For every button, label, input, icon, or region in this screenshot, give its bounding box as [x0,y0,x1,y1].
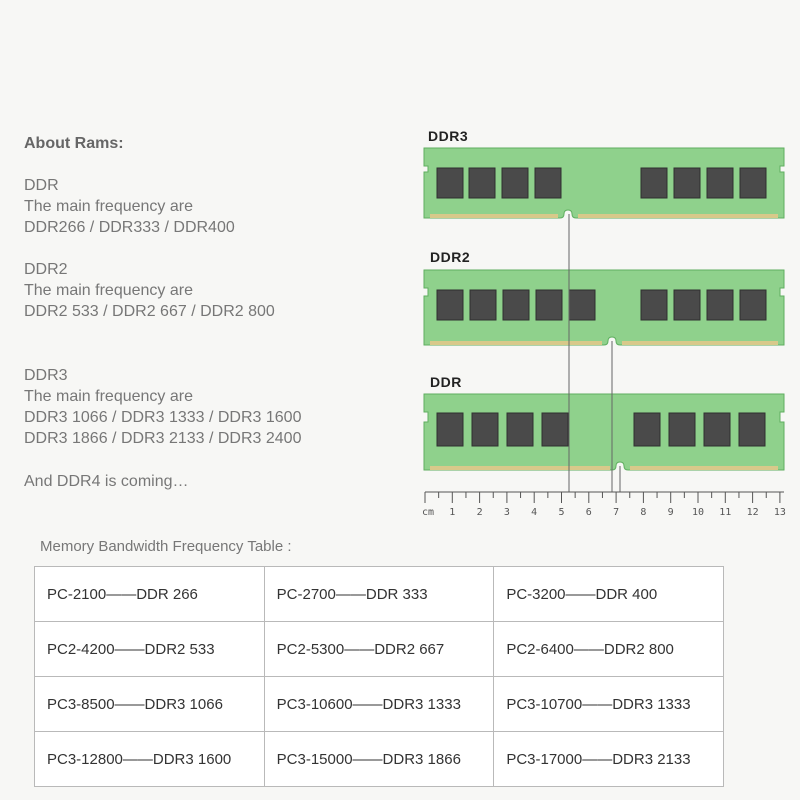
ddr-intro: The main frequency are [24,198,193,215]
memory-chip [469,168,495,198]
memory-chip [707,290,733,320]
ruler-tick-label: 12 [746,507,759,518]
ddr2-gold-pins-right [622,341,778,345]
memory-chip [569,290,595,320]
memory-chip [674,168,700,198]
ddr2-gold-pins-left [430,341,602,345]
about-title: About Rams: [24,135,124,152]
table-row [35,732,724,787]
ddr3-frequencies-1: DDR3 1066 / DDR3 1333 / DDR3 1600 [24,409,302,426]
memory-chip [674,290,700,320]
ddr3-module [424,148,784,218]
ddr3-module-label: DDR3 [428,128,469,144]
table-cell: PC3-15000——DDR3 1866 [264,732,494,787]
ruler-tick-label: 11 [719,507,732,518]
memory-chip [740,168,766,198]
ruler-tick-label: 5 [558,507,565,518]
memory-chip [641,168,667,198]
ddr3-frequencies-2: DDR3 1866 / DDR3 2133 / DDR3 2400 [24,430,302,447]
memory-chip [536,290,562,320]
bandwidth-frequency-table [34,566,724,787]
ruler-unit-label: cm [422,507,435,518]
memory-chip [437,168,463,198]
memory-chip [542,413,568,446]
ruler-tick-label: 4 [531,507,538,518]
ruler-tick-label: 6 [585,507,592,518]
ddr2-module-label: DDR2 [430,249,471,265]
ruler-tick-label: 8 [640,507,647,518]
table-cell: PC3-17000——DDR3 2133 [494,732,724,787]
memory-chip [707,168,733,198]
ddr2-intro: The main frequency are [24,282,193,299]
ddr4-note: And DDR4 is coming… [24,473,189,490]
memory-chip [535,168,561,198]
ruler-tick-label: 13 [773,507,786,518]
memory-chip [507,413,533,446]
ruler-tick-label: 2 [476,507,483,518]
memory-chip [740,290,766,320]
table-cell: PC-2700——DDR 333 [264,567,494,622]
table-cell: PC-2100——DDR 266 [35,567,265,622]
table-cell: PC3-10700——DDR3 1333 [494,677,724,732]
memory-chip [502,168,528,198]
table-cell: PC3-10600——DDR3 1333 [264,677,494,732]
memory-chip [739,413,765,446]
table-row [35,567,724,622]
ddr2-name: DDR2 [24,261,68,278]
ruler-tick-label: 7 [613,507,620,518]
ddr-frequencies: DDR266 / DDR333 / DDR400 [24,219,235,236]
table-cell: PC2-4200——DDR2 533 [35,622,265,677]
ddr-module [424,394,784,470]
ruler-tick-label: 1 [449,507,456,518]
ddr3-name: DDR3 [24,367,68,384]
ddr-gold-pins-right [630,466,778,470]
ruler [425,492,784,503]
ddr-name: DDR [24,177,59,194]
memory-chip [437,290,463,320]
ddr3-gold-pins-right [578,214,778,218]
ddr3-intro: The main frequency are [24,388,193,405]
table-cell: PC3-12800——DDR3 1600 [35,732,265,787]
table-cell: PC3-8500——DDR3 1066 [35,677,265,732]
ddr3-gold-pins-left [430,214,558,218]
table-cell: PC2-6400——DDR2 800 [494,622,724,677]
ddr-gold-pins-left [430,466,610,470]
ddr2-frequencies: DDR2 533 / DDR2 667 / DDR2 800 [24,303,275,320]
memory-chip [669,413,695,446]
ddr-module-label: DDR [430,374,462,390]
ruler-tick-label: 3 [503,507,510,518]
memory-chip [470,290,496,320]
ruler-tick-label: 9 [667,507,674,518]
memory-chip [704,413,730,446]
memory-chip [437,413,463,446]
table-row [35,622,724,677]
table-cell: PC-3200——DDR 400 [494,567,724,622]
table-row [35,677,724,732]
memory-chip [634,413,660,446]
table-cell: PC2-5300——DDR2 667 [264,622,494,677]
memory-chip [641,290,667,320]
ruler-tick-label: 10 [691,507,705,518]
ddr2-module [424,270,784,345]
memory-chip [472,413,498,446]
memory-chip [503,290,529,320]
table-caption: Memory Bandwidth Frequency Table : [40,538,292,555]
